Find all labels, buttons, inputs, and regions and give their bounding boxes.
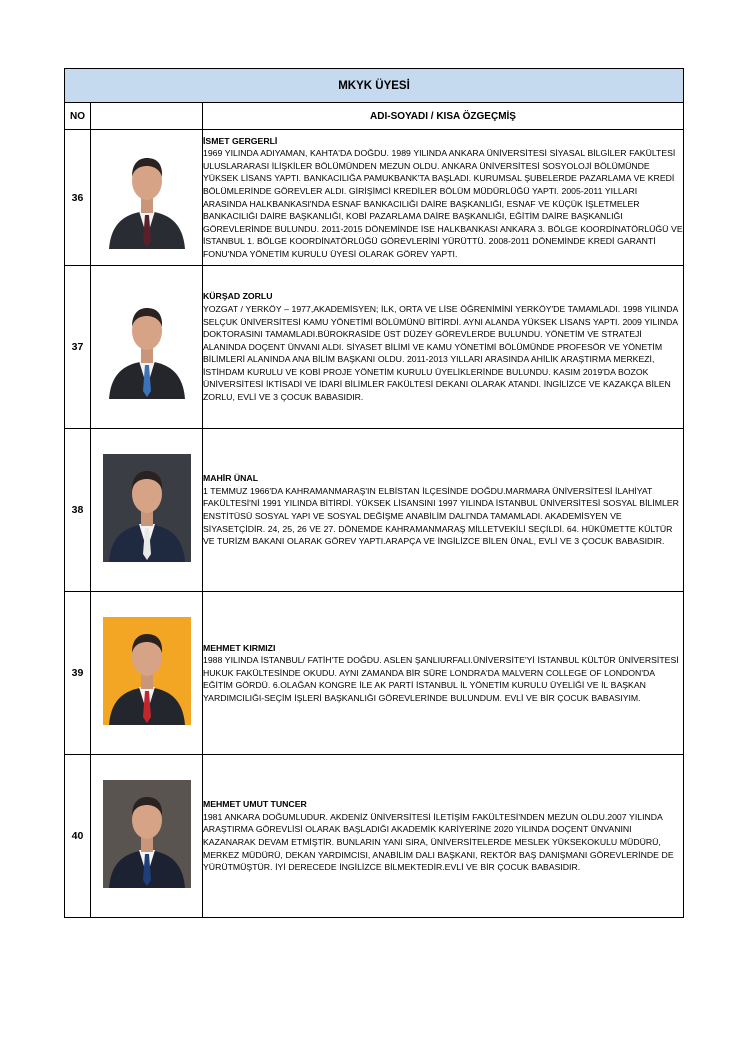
photo-cell	[91, 755, 203, 918]
member-bio: 1 TEMMUZ 1966'DA KAHRAMANMARAŞ'IN ELBİSTAN İLÇESİNDE DOĞDU.MARMARA ÜNİVERSİTESİ İLAHİYAT FAKÜLTESİ'Nİ 1991 YILINDA BİTİRDİ. YÜKSEK LİSANSINI 1997 YILINDA İSTANBUL ÜNİVERSİTESİ SOSYAL BİLİMLER ENSTİTÜSÜ SOSYAL YAPI VE SOSYAL DEĞİŞME ANABİLİM DALI'NDA TAMAMLADI. AKADEMİSYEN VE SİYASETÇİDİR. 24, 25, 26 VE 27. DÖNEMDE KAHRAMANMARAŞ MİLLETVEKİLİ SEÇİLDİ. 64. HÜKÜMETTE KÜLTÜR VE TURİZM BAKANI OLARAK GÖREV YAPTI.ARAPÇA VE İNGİLİZCE BİLEN ÜNAL, EVLİ VE 3 ÇOCUK BABASIDIR.	[203, 485, 679, 547]
table-row	[65, 592, 684, 755]
table-row	[65, 130, 684, 266]
table-row	[65, 755, 684, 918]
portrait-image	[103, 291, 191, 399]
member-name: KÜRŞAD ZORLU	[203, 291, 273, 302]
bio-cell	[203, 130, 684, 266]
member-photo	[103, 454, 191, 562]
member-number: 37	[65, 266, 91, 429]
bio-cell	[203, 592, 684, 755]
bio-cell	[203, 755, 684, 918]
member-bio: 1969 YILINDA ADIYAMAN, KAHTA'DA DOĞDU. 1989 YILINDA ANKARA ÜNİVERSİTESİ SİYASAL BİLGİLER FAKÜLTESİ ULUSLARARASI İLİŞKİLER BÖLÜMÜNDEN MEZUN OLDU. ANKARA ÜNİVERSİTESİ SOSYOLOJİ BÖLÜMÜNDE YÜKSEK LİSANS YAPTI. BANKACILIĞA PAMUKBANK'TA BAŞLADI. KURUMSAL ŞUBELERDE PAZARLAMA VE KREDİ BÖLÜMLERİNDE GÖREVLER ALDI. GİRİŞİMCİ KREDİLER BÖLÜM MÜDÜRLÜĞÜ YAPTI. 2005-2011 YILLARI ARASINDA HALKBANKASI'NDA ESNAF BANKACILIĞI DAİRE BAŞKANLIĞI, ESNAF VE KÜÇÜK İŞLETMELER BANKACILIĞI DAİRE BAŞKANLIĞI, KOBİ PAZARLAMA DAİRE BAŞKANLIĞI, EĞİTİM DAİRE BAŞKANLIĞI GÖREVLERİNDE BULUNDU. 2011-2015 DÖNEMİNDE İSE HALKBANKASI ANKARA 3. BÖLGE KOORDİNATÖRLÜĞÜ VE İSTANBUL 1. BÖLGE KOORDİNATÖRLÜĞÜ GÖREVLERİNİ YÜRÜTTÜ. 2008-2011 DÖNEMİNDE KREDİ GARANTİ FONU'NDA YÖNETİM KURULU ÜYESİ OLARAK GÖREV YAPTI.	[203, 148, 683, 259]
table-row	[65, 429, 684, 592]
member-name: MEHMET KIRMIZI	[203, 642, 276, 653]
member-name: MEHMET UMUT TUNCER	[203, 799, 307, 810]
member-number: 38	[65, 429, 91, 592]
column-header-no: NO	[65, 103, 91, 130]
member-bio: YOZGAT / YERKÖY – 1977,AKADEMİSYEN; İLK, ORTA VE LİSE ÖĞRENİMİNİ YERKÖY'DE TAMAMLADI. 1998 YILINDA SELÇUK ÜNİVERSİTESİ KAMU YÖNETİMİ BÖLÜMÜNÜ BİTİRDİ. AYNI ALANDA YÜKSEK LİSANS YAPTI. 2009 YILINDA DOKTORASINI TAMAMLADI.BÜROKRASİDE ÜST DÜZEY GÖREVLERDE BULUNDU. YÖNETİM VE STRATEJİ ALANINDA DOÇENT ÜNVANI ALDI. SİYASET BİLİMİ VE KAMU YÖNETİMİ BÖLÜMÜNDE PROFESÖR VE YÖNETİM BİLİMLERİ ALANINDA ANA BİLİM BAŞKANI OLDU. 2011-2013 YILLARI ARASINDA AHİLİK ARAŞTIRMA MERKEZİ, İSTİHDAM KURULU VE KOBİ PROJE YÖNETİM KURULU ÜYELİKLERİNDE BULUNDU. KASIM 2019'DA BOZOK ÜNİVERSİTESİ İKTİSADİ VE İDARİ BİLİMLER FAKÜLTESİ DEKANI OLARAK ATANDI. İNGİLİZCE VE KAZAKÇA BİLEN ZORLU, EVLİ VE 3 ÇOCUK BABASIDIR.	[203, 303, 678, 403]
portrait-image	[103, 141, 191, 249]
member-number: 39	[65, 592, 91, 755]
portrait-image	[103, 617, 191, 725]
member-number: 36	[65, 130, 91, 266]
member-photo	[103, 291, 191, 399]
photo-cell	[91, 266, 203, 429]
member-bio: 1981 ANKARA DOĞUMLUDUR. AKDENİZ ÜNİVERSİTESİ İLETİŞİM FAKÜLTESİ'NDEN MEZUN OLDU.2007 YILINDA ARAŞTIRMA GÖREVLİSİ OLARAK BAŞLADIĞI AKADEMİK KARİYERİNE 2020 YILINDA DOÇENT ÜNVANINI KAZANARAK DEVAM ETMİŞTİR. BUNLARIN YANI SIRA, ÜNİVERSİTELERDE MESLEK YÜKSEKOKULU MÜDÜRÜ, MERKEZ MÜDÜRÜ, DEKAN YARDIMCISI, ANABİLİM DALI BAŞKANI, REKTÖR BAŞ DANIŞMANI GÖREVLERİNDE DE YÜRÜTMÜŞTÜR. İYİ DERECEDE İNGİLİZCE BİLMEKTEDİR.EVLİ VE BİR ÇOCUK BABASIDIR.	[203, 811, 674, 873]
photo-cell	[91, 130, 203, 266]
bio-cell	[203, 429, 684, 592]
table-title: MKYK ÜYESİ	[65, 69, 684, 103]
member-photo	[103, 780, 191, 888]
member-photo	[103, 141, 191, 249]
column-header-photo	[91, 103, 203, 130]
photo-cell	[91, 592, 203, 755]
member-bio: 1988 YILINDA İSTANBUL/ FATİH'TE DOĞDU. ASLEN ŞANLIURFALI.ÜNİVERSİTE'Yİ İSTANBUL KÜLTÜR ÜNİVERSİTESİ HUKUK FAKÜLTESİNDE OKUDU. AYNI ZAMANDA BİR SÜRE LONDRA'DA MALVERN COLLEGE OF LONDON'DA EĞİTİM GÖRDÜ. 6.OLAĞAN KONGRE İLE AK PARTİ İSTANBUL İL YÖNETİM KURULU ÜYELİĞİ VE İL BAŞKAN YARDIMCILIĞI-SEÇİM İŞLERİ BAŞKANLIĞI GÖREVLERİNDE BULUNDUM. EVLİ VE BİR ÇOCUK BABASIYIM.	[203, 655, 679, 703]
member-number: 40	[65, 755, 91, 918]
bio-cell	[203, 266, 684, 429]
member-photo	[103, 617, 191, 725]
table-row	[65, 266, 684, 429]
member-table	[64, 68, 684, 918]
member-name: İSMET GERGERLİ	[203, 135, 278, 146]
column-header-name: ADI-SOYADI / KISA ÖZGEÇMİŞ	[203, 103, 684, 130]
portrait-image	[103, 780, 191, 888]
member-name: MAHİR ÜNAL	[203, 473, 259, 484]
photo-cell	[91, 429, 203, 592]
portrait-image	[103, 454, 191, 562]
